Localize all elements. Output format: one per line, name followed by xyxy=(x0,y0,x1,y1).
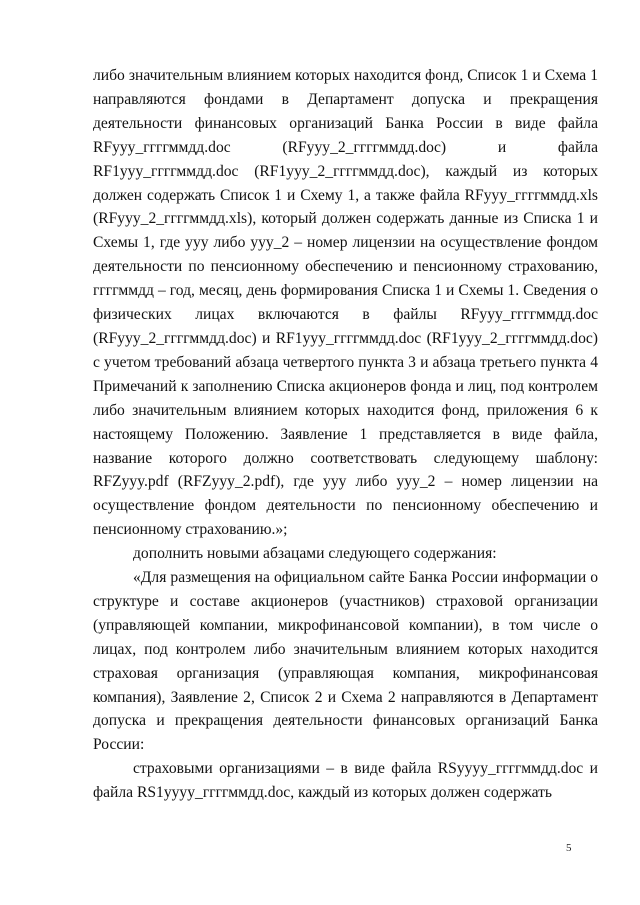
document-body xyxy=(93,64,598,805)
paragraph-insurance-orgs: страховыми организациями – в виде файла RSyyyy_ггггммдд.doc и файла RS1yyyy_ггггммдд.doc, каждый из которых должен содержать xyxy=(93,760,598,802)
paragraph-continuation: либо значительным влиянием которых находится фонд, Список 1 и Схема 1 направляются фондами в Департамент допуска и прекращения деятельности финансовых организаций Банка России в виде файла RFyyy_ггггммдд.doc (RFyyy_2_ггггммдд.doc) и файла RF1yyy_ггггммдд.doc (RF1yyy_2_ггггммдд.doc), каждый из которых должен содержать Список 1 и Схему 1, а также файла RFyyy_ггггммдд.xls (RFyyy_2_ггггммдд.xls), который должен содержать данные из Списка 1 и Схемы 1, где ууу либо ууу_2 – номер лицензии на осуществление фондом деятельности по пенсионному обеспечению и пенсионному страхованию, ггггммдд – год, месяц, день формирования Списка 1 и Схемы 1. Сведения о физических лицах включаются в файлы RFyyy_ггггммдд.doc (RFyyy_2_ггггммдд.doc) и RF1yyy_ггггммдд.doc (RF1yyy_2_ггггммдд.doc) с учетом требований абзаца четвертого пункта 3 и абзаца третьего пункта 4 Примечаний к заполнению Списка акционеров фонда и лиц, под контролем либо значительным влиянием которых находится фонд, приложения 6 к настоящему Положению. Заявление 1 представляется в виде файла, название которого должно соответствовать следующему шаблону: RFZyyy.pdf (RFZyyy_2.pdf), где ууу либо ууу_2 – номер лицензии на осуществление фондом деятельности по пенсионному обеспечению и пенсионному страхованию.»; xyxy=(93,67,598,539)
paragraph-supplement: дополнить новыми абзацами следующего содержания: xyxy=(133,545,497,563)
paragraph-insurance-intro: «Для размещения на официальном сайте Банка России информации о структуре и составе акционеров (участников) страховой организации (управляющей компании, микрофинансовой компании), в том числе о лицах, под контролем либо значительным влиянием которых находится страховая организация (управляющая компания, микрофинансовая компания), Заявление 2, Список 2 и Схема 2 направляются в Департамент допуска и прекращения деятельности финансовых организаций Банка России: xyxy=(93,569,598,754)
page-number: 5 xyxy=(566,842,572,854)
